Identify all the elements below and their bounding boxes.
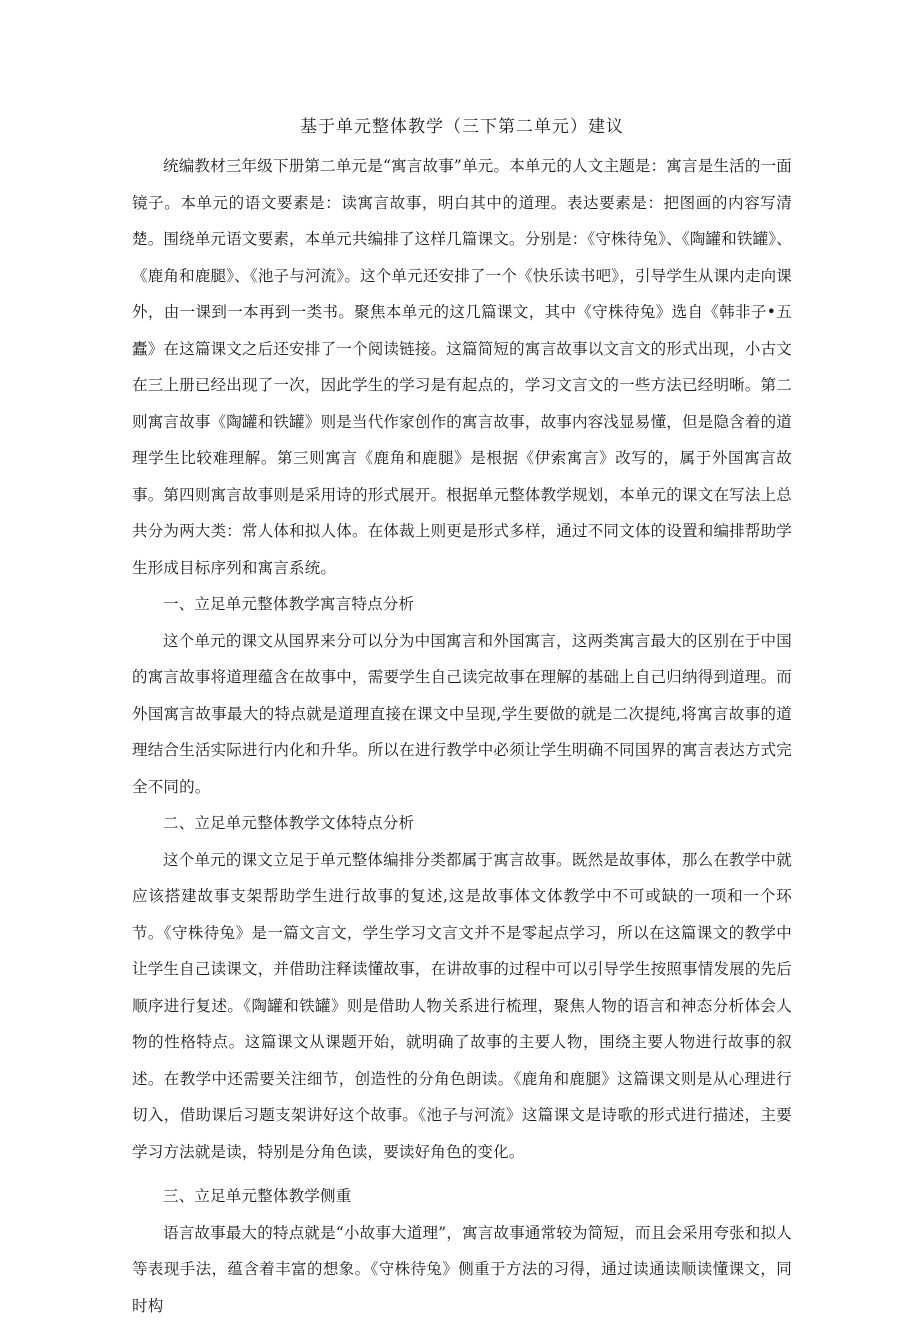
section-1-body: 这个单元的课文从国界来分可以分为中国寓言和外国寓言，这两类寓言最大的区别在于中国的寓言故事将道理蕴含在故事中，需要学生自己读完故事在理解的基础上自己归纳得到道理。而外国寓言故事最大的特点就是道理直接在课文中呈现,学生要做的就是二次提纯,将寓言故事的道理结合生活实际进行内化和升华。所以在进行教学中必须让学生明确不同国界的寓言表达方式完全不同的。 xyxy=(132,623,792,806)
section-3-heading: 三、立足单元整体教学侧重 xyxy=(132,1178,792,1215)
section-2-heading: 二、立足单元整体教学文体特点分析 xyxy=(132,805,792,842)
document-title: 基于单元整体教学（三下第二单元）建议 xyxy=(132,112,792,142)
section-1-heading: 一、立足单元整体教学寓言特点分析 xyxy=(132,586,792,623)
section-3-body: 语言故事最大的特点就是“小故事大道理”，寓言故事通常较为简短，而且会采用夸张和拟人等表现手法，蕴含着丰富的想象。《守株待兔》侧重于方法的习得，通过读通读顺读懂课文，同时构 xyxy=(132,1215,792,1324)
section-2-body: 这个单元的课文立足于单元整体编排分类都属于寓言故事。既然是故事体，那么在教学中就应该搭建故事支架帮助学生进行故事的复述,这是故事体文体教学中不可或缺的一项和一个环节。《守株待兔》是一篇文言文，学生学习文言文并不是零起点学习，所以在这篇课文的教学中让学生自己读课文，并借助注释读懂故事，在讲故事的过程中可以引导学生按照事情发展的先后顺序进行复述。《陶罐和铁罐》则是借助人物关系进行梳理，聚焦人物的语言和神态分析体会人物的性格特点。这篇课文从课题开始，就明确了故事的主要人物，围绕主要人物进行故事的叙述。在教学中还需要关注细节，创造性的分角色朗读。《鹿角和鹿腿》这篇课文则是从心理进行切入，借助课后习题支架讲好这个故事。《池子与河流》这篇课文是诗歌的形式进行描述，主要学习方法就是读，特别是分角色读，要读好角色的变化。 xyxy=(132,842,792,1171)
document-page xyxy=(132,112,792,1324)
intro-paragraph: 统编教材三年级下册第二单元是“寓言故事”单元。本单元的人文主题是：寓言是生活的一面镜子。本单元的语文要素是：读寓言故事，明白其中的道理。表达要素是：把图画的内容写清楚。围绕单元语文要素，本单元共编排了这样几篇课文。分别是：《守株待兔》、《陶罐和铁罐》、《鹿角和鹿腿》、《池子与河流》。这个单元还安排了一个《快乐读书吧》，引导学生从课内走向课外，由一课到一本再到一类书。聚焦本单元的这几篇课文，其中《守株待兔》选自《韩非子•五蠹》在这篇课文之后还安排了一个阅读链接。这篇简短的寓言故事以文言文的形式出现，小古文在三上册已经出现了一次，因此学生的学习是有起点的，学习文言文的一些方法已经明晰。第二则寓言故事《陶罐和铁罐》则是当代作家创作的寓言故事，故事内容浅显易懂，但是隐含着的道理学生比较难理解。第三则寓言《鹿角和鹿腿》是根据《伊索寓言》改写的，属于外国寓言故事。第四则寓言故事则是采用诗的形式展开。根据单元整体教学规划，本单元的课文在写法上总共分为两大类：常人体和拟人体。在体裁上则更是形式多样，通过不同文体的设置和编排帮助学生形成目标序列和寓言系统。 xyxy=(132,148,792,586)
